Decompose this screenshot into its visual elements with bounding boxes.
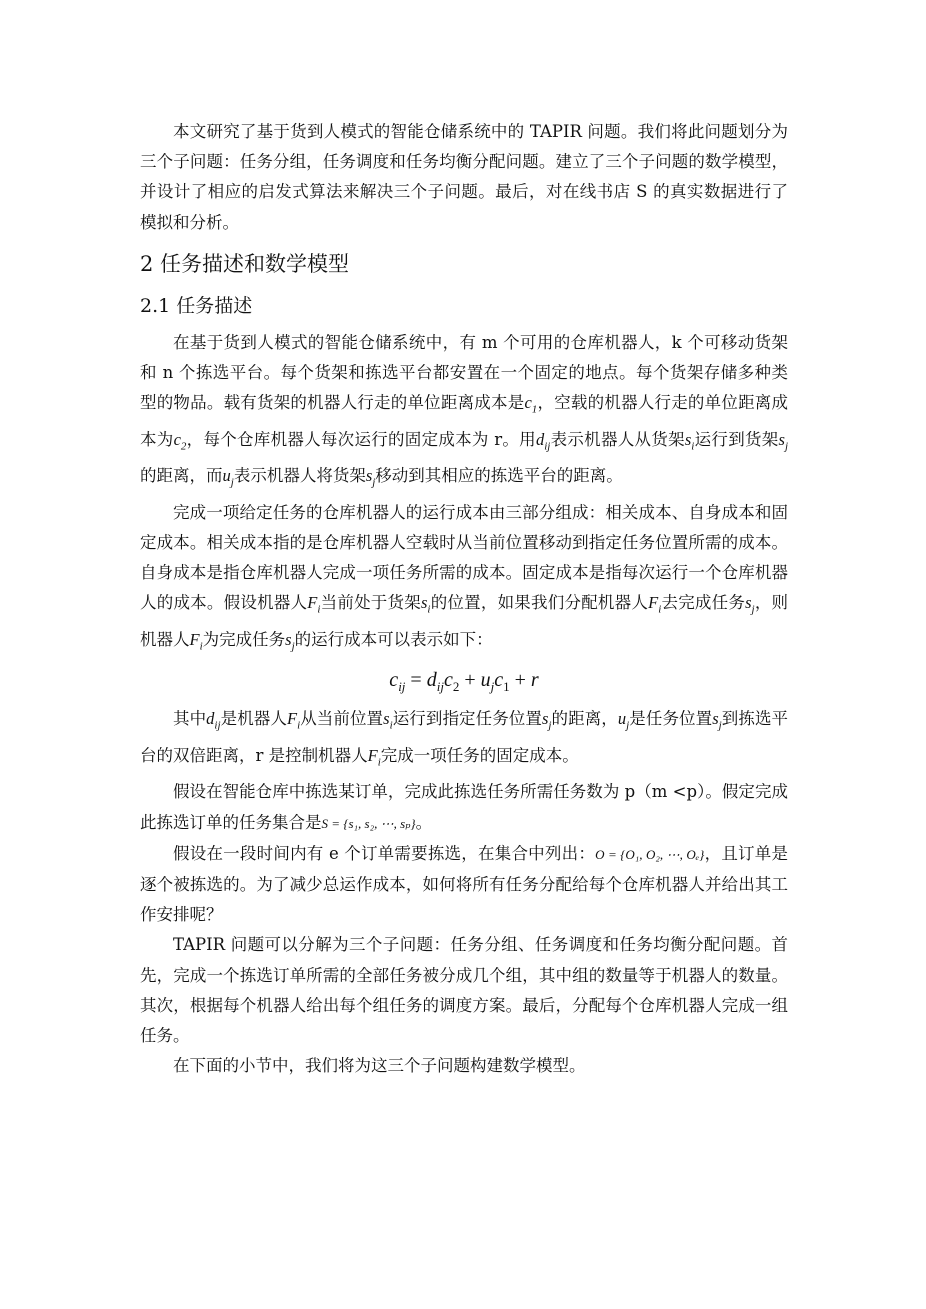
symbol-si: $s_i$	[684, 429, 695, 453]
text-run: 假设在一段时间内有 e 个订单需要拣选，在集合中列出：	[173, 843, 596, 863]
symbol-si: $s_i$	[420, 593, 431, 616]
symbol-si: $s_i$	[383, 709, 393, 732]
subproblem-paragraph: TAPIR 问题可以分解为三个子问题：任务分组、任务调度和任务均衡分配问题。首先，完成一个拣选订单所需的全部任务被分成几个组，其中组的数量等于机器人的数量。其次，根据每个机器人给出每个组任务的调度方案。最后，分配每个仓库机器人完成一组任务。	[140, 935, 788, 1045]
text-run: 到拣选平台的双倍距离，r 是控制机器人	[140, 709, 789, 765]
text-run: 的距离，	[551, 709, 618, 729]
intro-paragraph: 本文研究了基于货到人模式的智能仓储系统中的 TAPIR 问题。我们将此问题划分为三个子问题：任务分组，任务调度和任务均衡分配问题。建立了三个子问题的数学模型，并设计了相应的启发式算法来解决三个子问题。最后，对在线书店 S 的真实数据进行了模拟和分析。	[140, 122, 788, 232]
text-run: 的运行成本可以表示如下：	[294, 629, 493, 649]
symbol-c1: $c_1$	[524, 393, 538, 416]
text-run: 的位置，如果我们分配机器人	[430, 593, 649, 613]
text-run: 为完成任务	[202, 629, 286, 649]
text-run: 运行到货架	[694, 429, 779, 449]
symbol-dij: $d_{ij}$	[535, 429, 551, 453]
text-run: 从当前位置	[300, 709, 384, 729]
symbol-sj: $s_j$	[285, 629, 295, 653]
text-run: 当前处于货架	[320, 593, 421, 613]
symbol-sj: $s_j$	[541, 709, 552, 732]
symbol-fi: $F_i$	[189, 629, 203, 653]
text-run: 在基于货到人模式的智能仓储系统中，有 m 个可用的仓库机器人，k 个可移动货架和 n 个拣选平台。每个货架和拣选平台都安置在一个固定的地点。每个货架存储多种类型的物品。载有货架的机器人行走的单位距离成本是	[140, 332, 788, 413]
text-run: 完成一项任务的固定成本。	[380, 745, 579, 765]
closing-paragraph: 在下面的小节中，我们将为这三个子问题构建数学模型。	[173, 1056, 586, 1076]
cost-paragraph	[140, 498, 788, 662]
symbol-dij: $d_{ij}$	[206, 709, 221, 732]
text-run: 表示机器人将货架	[233, 466, 366, 486]
symbol-c2: $c_2$	[173, 429, 187, 453]
formula-explanation-paragraph	[140, 704, 788, 777]
symbol-fi: $F_i$	[286, 709, 301, 732]
text-run: 去完成任务	[661, 593, 746, 613]
text-run: 移动到其相应的拣选平台的距离。	[375, 466, 623, 486]
text-run: ，每个仓库机器人每次运行的固定成本为 r。用	[186, 429, 536, 449]
text-run: ，且订单是逐个被拣选的。为了减少总运作成本，如何将所有任务分配给每个仓库机器人并给出其工作安排呢？	[140, 843, 788, 925]
text-run: 假设在智能仓库中拣选某订单，完成此拣选任务所需任务数为 p（m <p）。假定完成此拣选订单的任务集合是	[140, 782, 788, 832]
text-run: 是机器人	[220, 709, 287, 729]
symbol-fi: $F_i$	[367, 745, 381, 769]
symbol-uj: $u_j$	[617, 709, 630, 732]
symbol-sj: $s_j$	[778, 429, 789, 453]
task-description-paragraph	[140, 328, 788, 498]
symbol-fi: $F_i$	[648, 593, 662, 616]
order-set-paragraph	[140, 839, 788, 931]
section-2-1-heading: 2.1 任务描述	[140, 294, 253, 317]
cost-formula: $c_{ij} = d_{ij}c_2 + u_jc_1 + r$	[389, 669, 539, 695]
text-run: ，空载的机器人行走的单位距离成本为	[140, 393, 789, 449]
task-set-paragraph	[140, 777, 788, 838]
text-run: ，则机器人	[140, 593, 789, 649]
order-set-formula: O = {O₁, O₂, ⋯, Oₑ}	[595, 846, 705, 862]
text-run: 运行到指定任务位置	[392, 709, 542, 729]
text-run: 是任务位置	[629, 709, 713, 729]
task-set-formula: S = {s₁, s₂, ⋯, sₚ}	[321, 815, 416, 831]
text-run: 。	[415, 812, 433, 832]
text-run: 的距离，而	[140, 466, 223, 486]
text-run: 其中	[173, 709, 207, 729]
text-run: 完成一项给定任务的仓库机器人的运行成本由三部分组成：相关成本、自身成本和固定成本。相关成本指的是仓库机器人空载时从当前位置移动到指定任务位置所需的成本。自身成本是指仓库机器人完成一项任务所需的成本。固定成本是指每次运行一个仓库机器人的成本。假设机器人	[140, 502, 788, 613]
section-2-heading: 2 任务描述和数学模型	[140, 251, 350, 276]
symbol-sj: $s_j$	[712, 709, 722, 732]
text-run: 表示机器人从货架	[550, 429, 685, 449]
symbol-uj: $u_j$	[222, 466, 234, 489]
symbol-sj: $s_j$	[745, 593, 755, 616]
symbol-fi: $F_i$	[307, 593, 321, 616]
symbol-sj: $s_j$	[365, 466, 376, 489]
